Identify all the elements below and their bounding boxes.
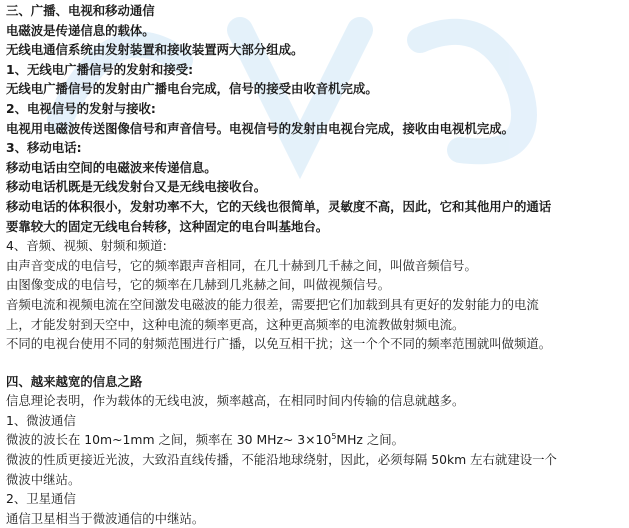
text-line: 通信卫星相当于微波通信的中继站。	[6, 510, 205, 526]
text-line: 要靠较大的固定无线电台转移，这种固定的电台叫基地台。	[6, 218, 329, 234]
text-line: 电视用电磁波传送图像信号和声音信号。电视信号的发射由电视台完成，接收由电视机完成。	[6, 120, 515, 136]
text-line: 微波的性质更接近光波，大致沿直线传播，不能沿地球绕射，因此，必须每隔 50km 左右就建设一个	[6, 452, 557, 468]
subsection-heading: 4、音频、视频、射频和频道:	[6, 238, 167, 254]
text-line: 移动电话的体积很小，发射功率不大，它的天线也很简单，灵敏度不高，因此，它和其他用户的通话	[6, 198, 552, 214]
text-line: 由声音变成的电信号，它的频率跟声音相同，在几十赫到几千赫之间，叫做音频信号。	[6, 257, 477, 273]
text-line: 移动电话机既是无线发射台又是无线电接收台。	[6, 179, 267, 195]
subsection-heading: 1、无线电广播信号的发射和接受:	[6, 61, 194, 77]
text-line: 音频电流和视频电流在空间激发电磁波的能力很差，需要把它们加载到具有更好的发射能力的电流	[6, 296, 539, 312]
section-gap	[6, 354, 625, 372]
text-line: 电磁波是传递信息的载体。	[6, 22, 155, 38]
section-4-title: 四、越来越宽的信息之路	[6, 373, 143, 389]
subsection-heading: 2、卫星通信	[6, 491, 76, 507]
subsection-heading: 3、移动电话:	[6, 140, 82, 156]
text-line: 无线电广播信号的发射由广播电台完成，信号的接受由收音机完成。	[6, 81, 378, 97]
subsection-heading: 1、微波通信	[6, 412, 76, 428]
text-line: 信息理论表明，作为载体的无线电波，频率越高，在相同时间内传输的信息就越多。	[6, 393, 465, 409]
subsection-heading: 2、电视信号的发射与接收:	[6, 100, 156, 116]
text-line: 无线电通信系统由发射装置和接收装置两大部分组成。	[6, 42, 304, 58]
text-segment: MHz 之间。	[336, 432, 405, 448]
superscript: 5	[331, 432, 337, 442]
text-line	[6, 430, 625, 450]
text-line: 不同的电视台使用不同的射频范围进行广播，以免互相干扰；这一个个不同的频率范围就叫做频道。	[6, 336, 552, 352]
text-line: 移动电话由空间的电磁波来传递信息。	[6, 159, 217, 175]
text-line: 上，才能发射到天空中，这种电流的频率更高，这种更高频率的电流教做射频电流。	[6, 316, 465, 332]
text-segment: 微波的波长在 10m~1mm 之间，频率在 30 MHz~ 3×10	[6, 432, 332, 448]
text-line: 微波中继站。	[6, 471, 81, 487]
text-line: 由图像变成的电信号，它的频率在几赫到几兆赫之间，叫做视频信号。	[6, 277, 391, 293]
section-3-title: 三、广播、电视和移动通信	[6, 3, 155, 18]
document-body	[6, 1, 625, 528]
